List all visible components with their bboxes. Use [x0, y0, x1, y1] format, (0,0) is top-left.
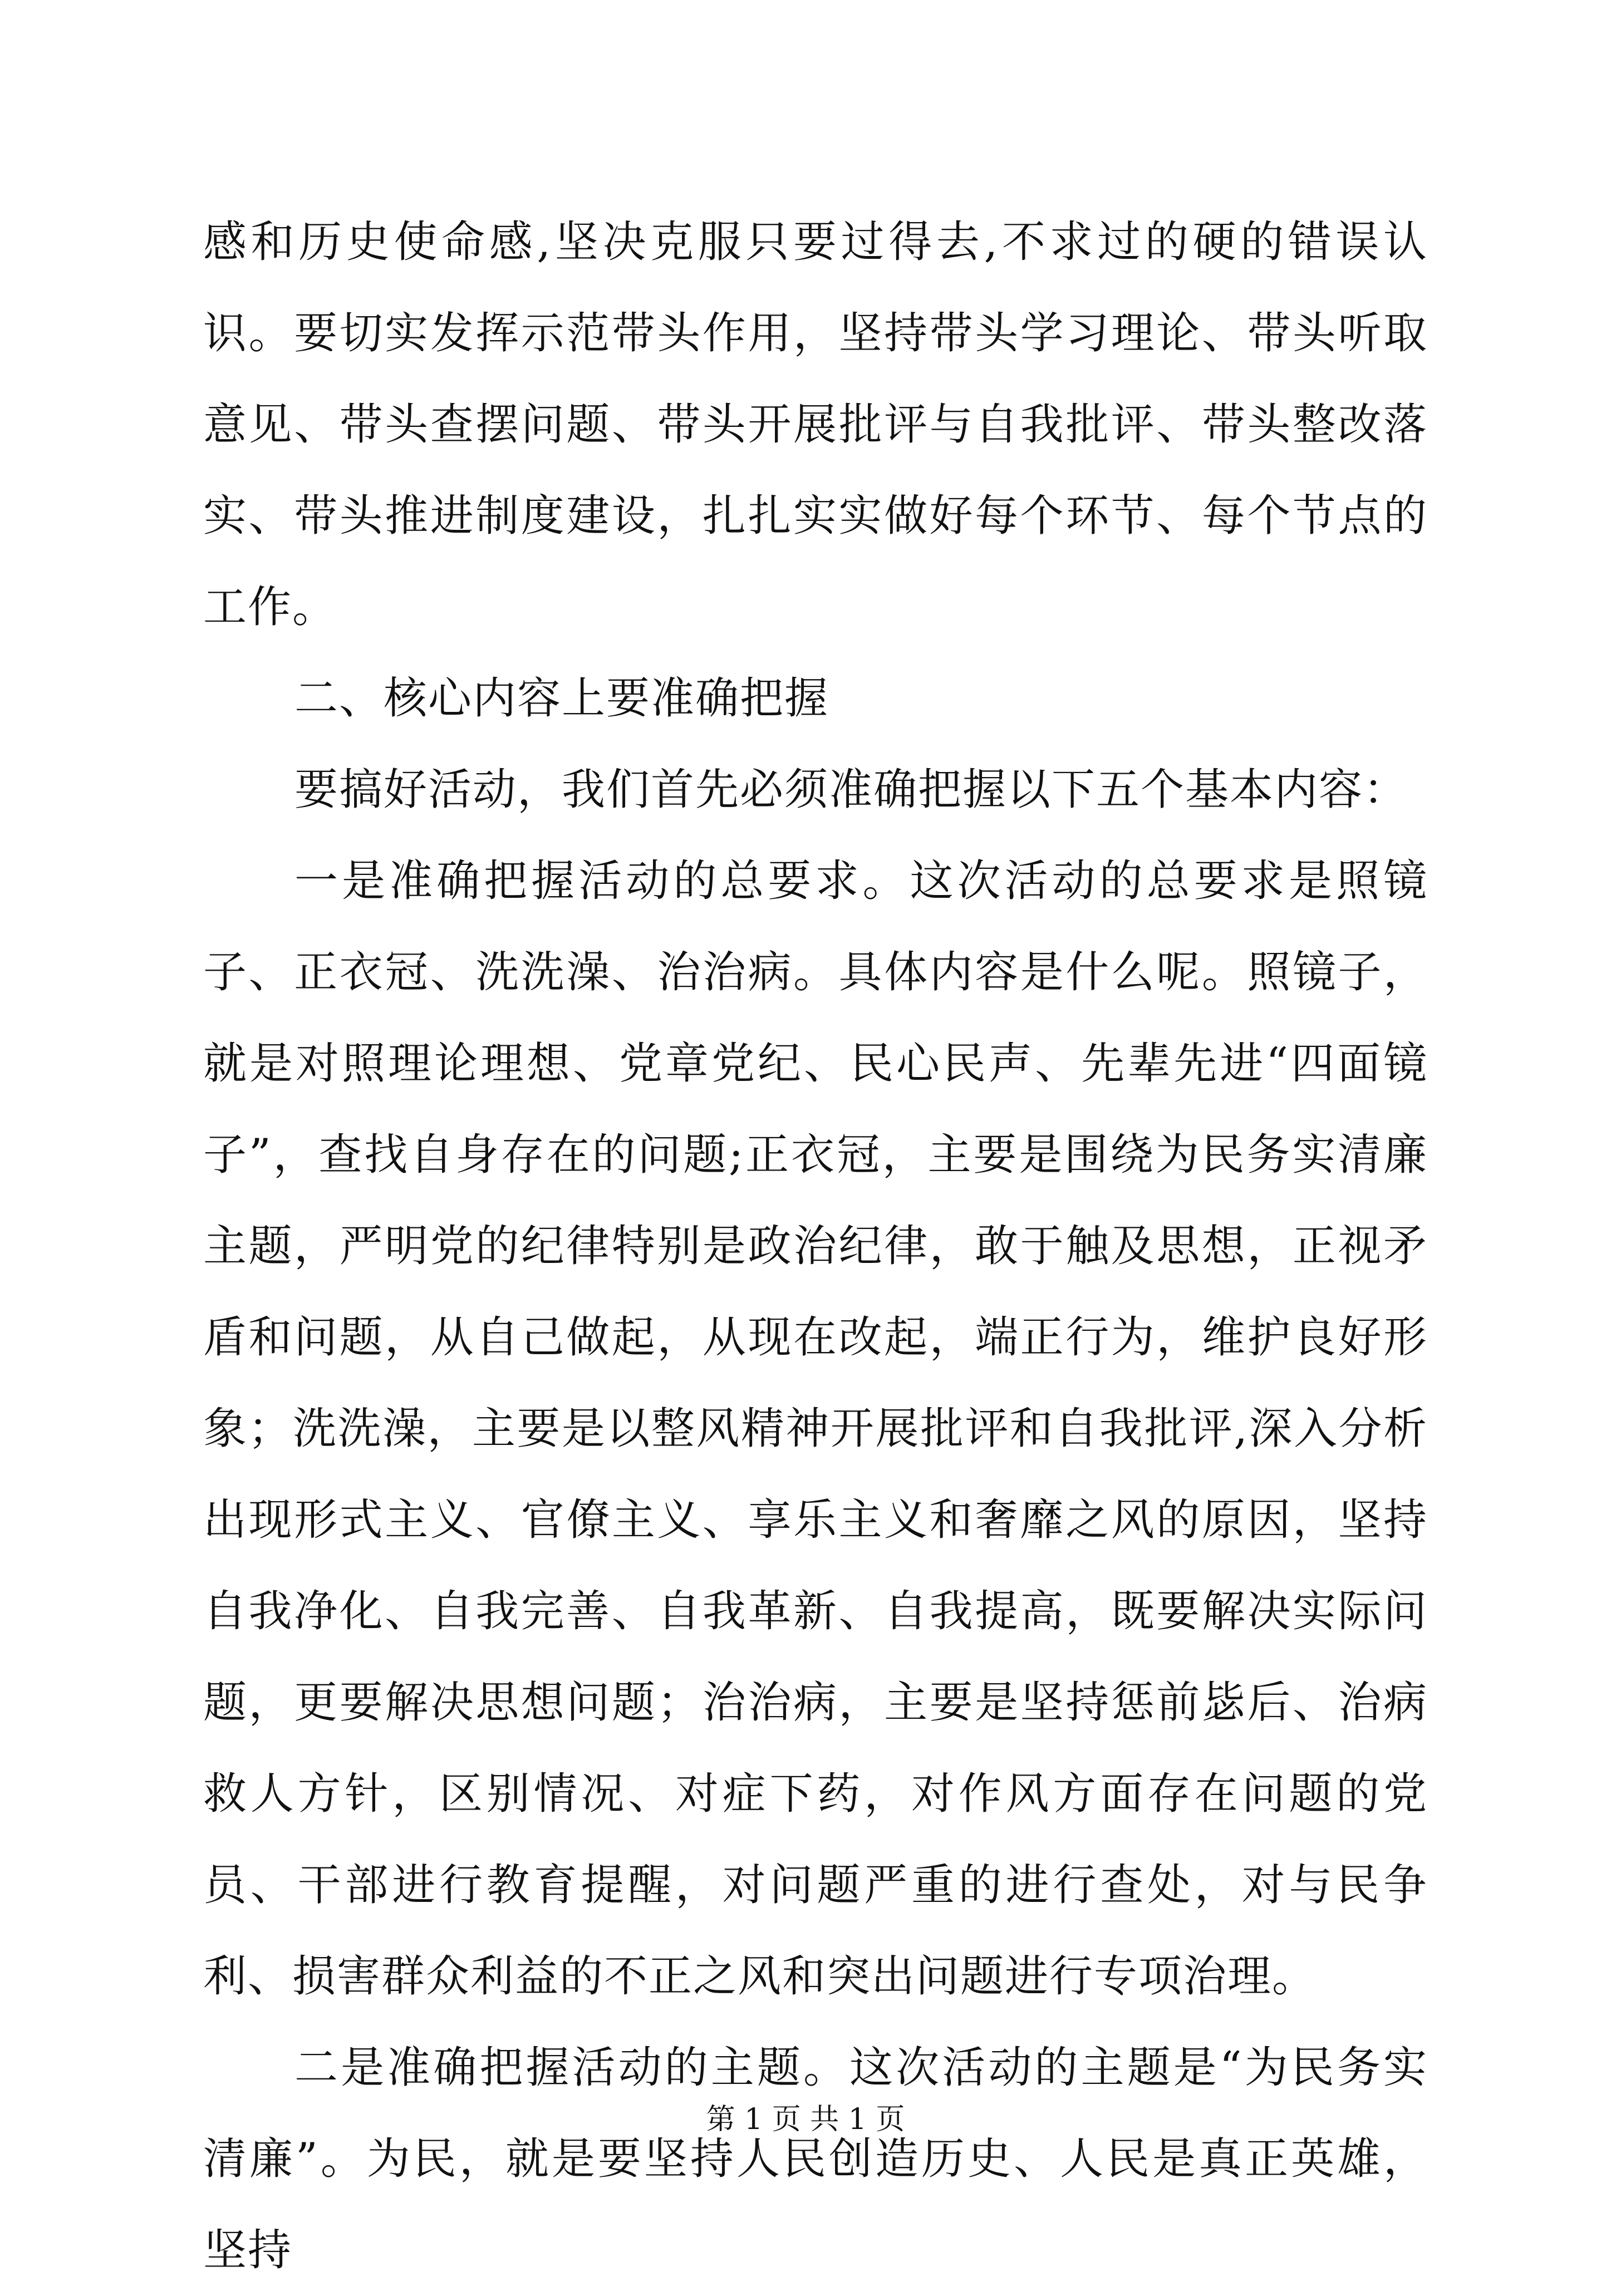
- paragraph-intro: 要搞好活动，我们首先必须准确把握以下五个基本内容：: [294, 765, 1408, 815]
- paragraph-general-requirements: 一是准确把握活动的总要求。这次活动的总要求是照镜子、正衣冠、洗洗澡、治治病。具体内容是什么呢。照镜子，就是对照理论理想、党章党纪、民心民声、先辈先进“四面镜子”，查找自身存在的问题;正衣冠，主要是围绕为民务实清廉主题，严明党的纪律特别是政治纪律，敢于触及思想，正视矛盾和问题，从自己做起，从现在改起，端正行为，维护良好形象；洗洗澡，主要是以整风精神开展批评和自我批评,深入分析出现形式主义、官僚主义、享乐主义和奢靡之风的原因，坚持自我净化、自我完善、自我革新、自我提高，既要解决实际问题，更要解决思想问题；治治病，主要是坚持惩前毖后、治病救人方针，区别情况、对症下药，对作风方面存在问题的党员、干部进行教育提醒，对问题严重的进行查处，对与民争利、损害群众利益的不正之风和突出问题进行专项治理。: [203, 856, 1428, 2002]
- paragraph-continuation: 感和历史使命感,坚决克服只要过得去,不求过的硬的错误认识。要切实发挥示范带头作用，坚持带头学习理论、带头听取意见、带头查摆问题、带头开展批评与自我批评、带头整改落实、带头推进制度建设，扎扎实实做好每个环节、每个节点的工作。: [203, 217, 1428, 632]
- paragraph-theme: 二是准确把握活动的主题。这次活动的主题是“为民务实清廉”。为民，就是要坚持人民创造历史、人民是真正英雄，坚持: [203, 2043, 1428, 2275]
- document-body: [203, 196, 1428, 2296]
- section-heading: 二、核心内容上要准确把握: [294, 673, 829, 724]
- page-footer: 第 1 页 共 1 页: [706, 2103, 905, 2136]
